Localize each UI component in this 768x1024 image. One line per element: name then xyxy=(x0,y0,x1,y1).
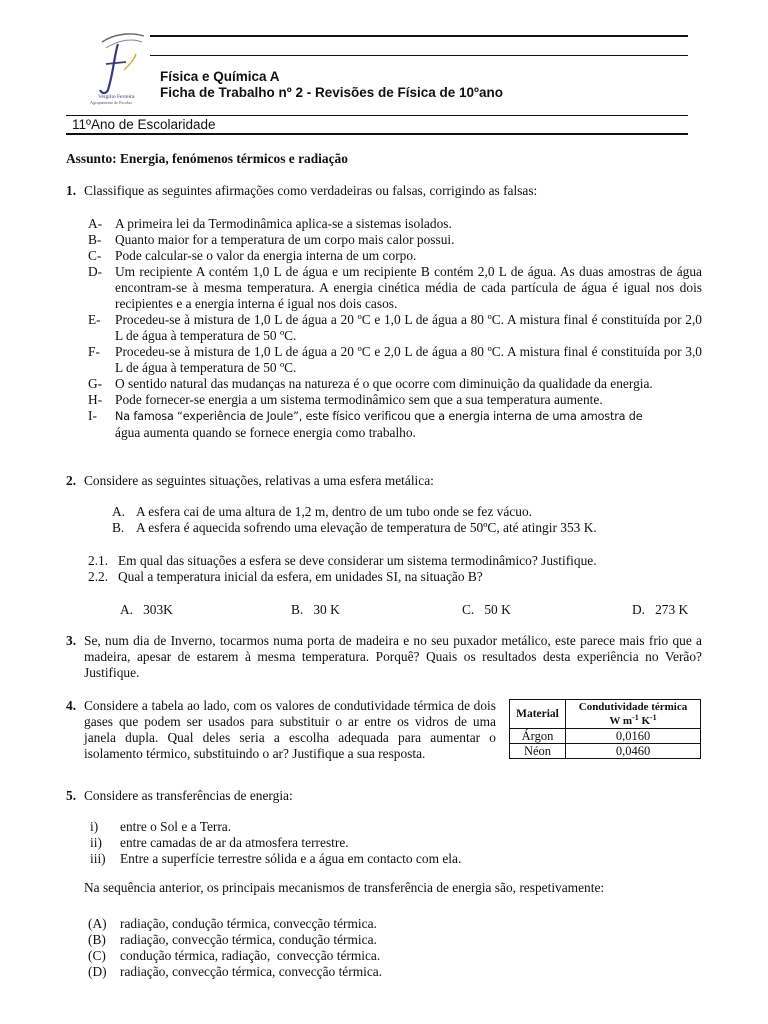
header-rule-third xyxy=(66,115,688,116)
statement-b: B- Quanto maior for a temperatura de um corpo mais calor possui. xyxy=(88,232,455,247)
option-c[interactable]: C. 50 K xyxy=(462,602,511,617)
situation-a: A. A esfera cai de uma altura de 1,2 m, dentro de um tubo onde se fez vácuo. xyxy=(112,504,532,519)
table-cell-value: 0,0160 xyxy=(566,729,701,744)
subquestion-2-1: 2.1. Em qual das situações a esfera se deve considerar um sistema termodinâmico? Justifique. xyxy=(88,553,597,568)
option-b[interactable]: B. 30 K xyxy=(291,602,340,617)
question-4-text: Considere a tabela ao lado, com os valores de condutividade térmica de dois gases que podem ser usados para substituir o ar entre os vidros de uma janela dupla. Qual deles seria a escolha adequada para aumentar o isolamento térmico, substituindo o ar? Justifique a sua resposta. xyxy=(84,698,496,761)
worksheet-title: Física e Química A xyxy=(160,69,280,84)
q2-2-options xyxy=(0,602,768,620)
statement-h: H- Pode fornecer-se energia a um sistema termodinâmico sem que a sua temperatura aumente. xyxy=(88,392,603,407)
transfer-ii: ii) entre camadas de ar da atmosfera terrestre. xyxy=(90,835,349,850)
q5-transfers xyxy=(90,819,702,867)
question-number: 5. xyxy=(66,788,77,803)
school-logo xyxy=(84,30,154,106)
worksheet-subtitle: Ficha de Trabalho nº 2 - Revisões de Física de 10ºano xyxy=(160,85,503,100)
q2-situations xyxy=(112,504,702,536)
option-b[interactable]: (B) radiação, convecção térmica, condução térmica. xyxy=(88,932,377,947)
transfer-iii: iii) Entre a superfície terrestre sólida e a água em contacto com ela. xyxy=(90,851,462,866)
statement-c: C- Pode calcular-se o valor da energia interna de um corpo. xyxy=(88,248,417,263)
conductivity-table xyxy=(509,699,701,759)
subquestion-2-2: 2.2. Qual a temperatura inicial da esfera, em unidades SI, na situação B? xyxy=(88,569,483,584)
question-text: Considere as transferências de energia: xyxy=(84,788,293,803)
table-cell-material: Árgon xyxy=(510,729,566,744)
question-4-number: 4. xyxy=(66,698,77,713)
subject-heading: Assunto: Energia, fenómenos térmicos e radiação xyxy=(66,151,348,166)
table-cell-material: Néon xyxy=(510,744,566,759)
logo-text-line2: Agrupamento de Escolas xyxy=(90,100,132,105)
statement-g: G- O sentido natural das mudanças na natureza é o que ocorre com diminuição da qualidade da energia. xyxy=(88,376,653,391)
question-text: Considere as seguintes situações, relativas a uma esfera metálica: xyxy=(84,473,434,488)
option-d[interactable]: (D) radiação, convecção térmica, convecção térmica. xyxy=(88,964,383,979)
transfer-i: i) entre o Sol e a Terra. xyxy=(90,819,232,834)
question-text: Se, num dia de Inverno, tocarmos numa porta de madeira e no seu puxador metálico, este parece mais frio que a madeira, apesar de estarem à mesma temperatura. Porquê? Quais os resultados desta experiência no Verão? Justifique. xyxy=(84,633,702,680)
logo-text-line1: Vergílio Ferreira xyxy=(98,94,135,100)
question-number: 3. xyxy=(66,633,77,648)
table-header-material: Material xyxy=(510,700,566,729)
q2-subquestions xyxy=(88,553,702,585)
grade-level: 11ºAno de Escolaridade xyxy=(72,117,216,132)
question-number: 1. xyxy=(66,183,77,198)
table-row xyxy=(510,729,701,744)
table-header-conductivity: Condutividade térmica W $m^{-1}$ $K^{-1}$ xyxy=(566,700,701,729)
question-number: 2. xyxy=(66,473,77,488)
option-c[interactable]: (C) condução térmica, radiação, convecção térmica. xyxy=(88,948,381,963)
option-a[interactable]: (A) radiação, condução térmica, convecção térmica. xyxy=(88,916,377,931)
header-rule-top xyxy=(150,35,688,37)
situation-b: B. A esfera é aquecida sofrendo uma elevação de temperatura de 50ºC, até atingir 353 K. xyxy=(112,520,597,535)
statement-d: D- Um recipiente A contém 1,0 L de água e um recipiente B contém 2,0 L de água. As duas amostras de água encontram-se à mesma temperatura. A energia cinética média de cada partícula de água é igual nos dois recipientes e a energia interna é igual nos dois casos. xyxy=(88,264,702,311)
statement-i: I- Na famosa “experiência de Joule”, este físico verificou que a energia interna de uma amostra de água aumenta quando se fornece energia como trabalho. xyxy=(88,408,643,440)
statement-f: F- Procedeu-se à mistura de 1,0 L de água a 20 ºC e 2,0 L de água a 80 ºC. A mistura final é constituída por 3,0 L de água à temperatura de 50 ºC. xyxy=(88,344,702,375)
table-row xyxy=(510,744,701,759)
q5-options xyxy=(88,916,702,980)
option-a[interactable]: A. 303K xyxy=(120,602,173,617)
table-cell-value: 0,0460 xyxy=(566,744,701,759)
option-d[interactable]: D. 273 K xyxy=(632,602,689,617)
statement-e: E- Procedeu-se à mistura de 1,0 L de água a 20 ºC e 1,0 L de água a 80 ºC. A mistura final é constituída por 2,0 L de água à temperatura de 50 ºC. xyxy=(88,312,702,343)
question-text: Classifique as seguintes afirmações como verdadeiras ou falsas, corrigindo as falsas: xyxy=(84,183,538,198)
q1-statements xyxy=(88,216,702,441)
q5-sequence-text: Na sequência anterior, os principais mecanismos de transferência de energia são, respetivamente: xyxy=(84,880,605,895)
statement-a: A- A primeira lei da Termodinâmica aplica-se a sistemas isolados. xyxy=(88,216,452,231)
header-rule-second xyxy=(150,55,688,56)
header-rule-bottom xyxy=(66,133,688,135)
